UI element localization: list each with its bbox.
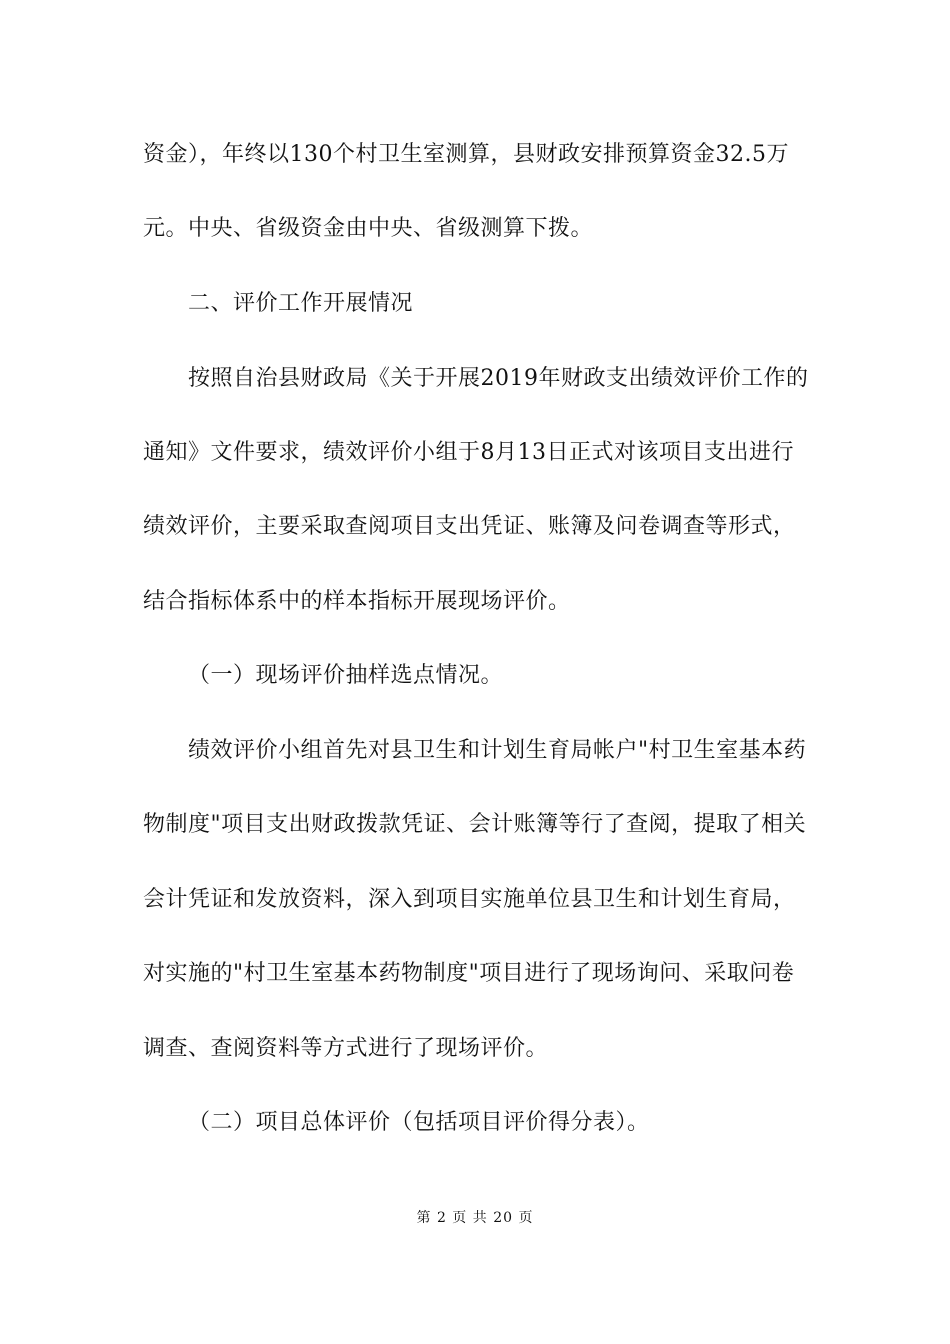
page-number-footer: 第 2 页 共 20 页 (416, 1210, 534, 1226)
body-text-line: 通知》文件要求，绩效评价小组于8月13日正式对该项目支出进行 (143, 440, 794, 465)
body-text-line: 绩效评价，主要采取查阅项目支出凭证、账簿及问卷调查等形式， (143, 514, 796, 539)
body-text-line: 元。中央、省级资金由中央、省级测算下拨。 (143, 216, 594, 241)
body-text-line: 绩效评价小组首先对县卫生和计划生育局帐户"村卫生室基本药 (188, 738, 807, 763)
body-text-line: 调查、查阅资料等方式进行了现场评价。 (143, 1036, 549, 1061)
body-text-line: 对实施的"村卫生室基本药物制度"项目进行了现场询问、采取问卷 (143, 961, 795, 986)
subsection-heading: （二）项目总体评价（包括项目评价得分表）。 (188, 1110, 650, 1135)
body-text-line: 资金），年终以130个村卫生室测算，县财政安排预算资金32.5万 (143, 142, 789, 167)
body-text-line: 物制度"项目支出财政拨款凭证、会计账簿等行了查阅，提取了相关 (143, 812, 807, 837)
section-heading: 二、评价工作开展情况 (188, 291, 414, 316)
body-text-line: 结合指标体系中的样本指标开展现场评价。 (143, 589, 571, 614)
body-text-line: 按照自治县财政局《关于开展2019年财政支出绩效评价工作的 (188, 366, 809, 391)
body-text-line: 会计凭证和发放资料，深入到项目实施单位县卫生和计划生育局， (143, 887, 796, 912)
subsection-heading: （一）现场评价抽样选点情况。 (188, 663, 504, 688)
